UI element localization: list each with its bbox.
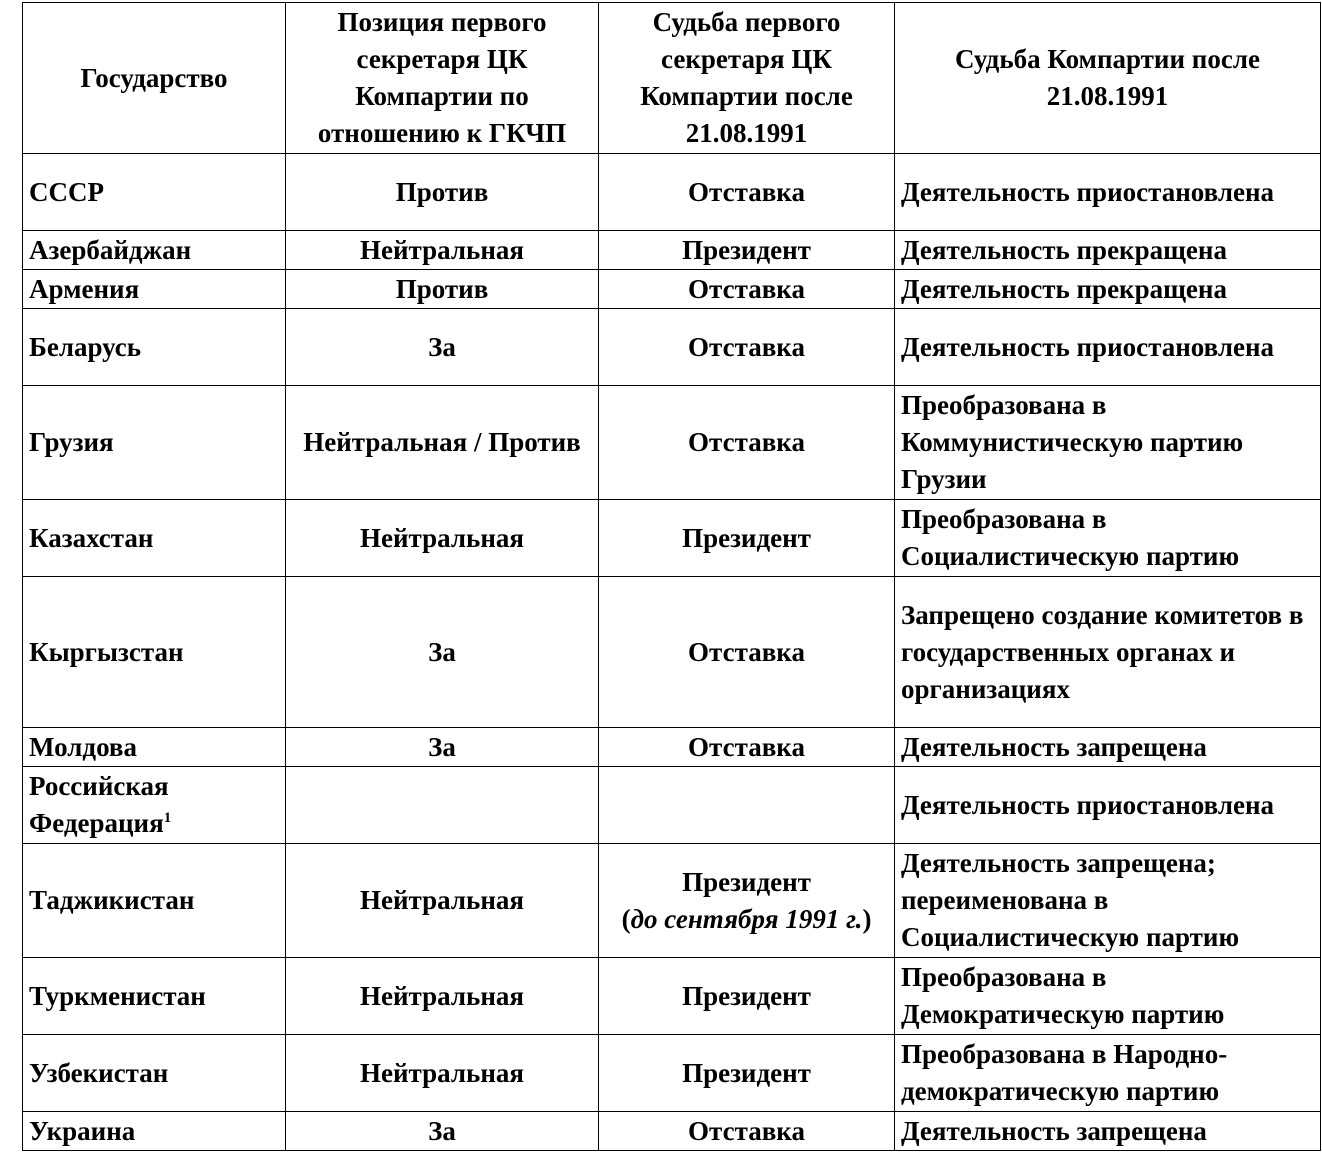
- position-cell: Нейтральная: [286, 844, 599, 958]
- party-fate-cell: Деятельность приостановлена: [895, 154, 1321, 231]
- secretary-fate-cell: Отставка: [599, 1112, 895, 1151]
- table-row: [23, 1035, 1321, 1112]
- party-fate-cell: Деятельность прекращена: [895, 231, 1321, 270]
- state-cell: Кыргызстан: [23, 577, 286, 728]
- note-open-paren: (: [621, 903, 631, 934]
- secretary-fate-cell: [599, 767, 895, 844]
- table-row: [23, 386, 1321, 500]
- position-cell: Нейтральная: [286, 1035, 599, 1112]
- position-cell: Нейтральная: [286, 231, 599, 270]
- table-header-row: [23, 3, 1321, 154]
- party-fate-cell: Преобразована в Народно-демократическую партию: [895, 1035, 1321, 1112]
- secretary-fate-cell: Отставка: [599, 386, 895, 500]
- secretary-fate-cell: Президент: [599, 231, 895, 270]
- note-close-paren: ): [862, 903, 872, 934]
- secretary-fate-note: до сентября 1991 г.: [630, 903, 863, 934]
- state-cell: Украина: [23, 1112, 286, 1151]
- table-row: [23, 1112, 1321, 1151]
- state-name: Российская Федерация: [29, 771, 169, 838]
- party-fate-cell: Преобразована в Демократическую партию: [895, 958, 1321, 1035]
- secretary-fate-cell: Отставка: [599, 154, 895, 231]
- table-row: [23, 309, 1321, 386]
- state-cell: СССР: [23, 154, 286, 231]
- state-cell: Таджикистан: [23, 844, 286, 958]
- party-fate-cell: Преобразована в Социалистическую партию: [895, 500, 1321, 577]
- party-fate-cell: Деятельность приостановлена: [895, 309, 1321, 386]
- table-row: [23, 844, 1321, 958]
- secretary-fate-cell: Президент: [599, 958, 895, 1035]
- table-row: [23, 500, 1321, 577]
- party-fate-cell: Деятельность приостановлена: [895, 767, 1321, 844]
- table-row: [23, 728, 1321, 767]
- position-cell: За: [286, 309, 599, 386]
- state-cell: [23, 767, 286, 844]
- state-cell: Узбекистан: [23, 1035, 286, 1112]
- footnote-marker: 1: [163, 810, 172, 826]
- table-row: [23, 154, 1321, 231]
- party-fate-cell: Деятельность запрещена: [895, 1112, 1321, 1151]
- position-cell: Против: [286, 270, 599, 309]
- party-fate-cell: Деятельность прекращена: [895, 270, 1321, 309]
- party-fate-cell: Запрещено создание комитетов в государственных органах и организациях: [895, 577, 1321, 728]
- secretary-fate-cell: Президент: [599, 500, 895, 577]
- party-fate-cell: Деятельность запрещена: [895, 728, 1321, 767]
- position-cell: За: [286, 728, 599, 767]
- party-fate-cell: Деятельность запрещена; переименована в Социалистическую партию: [895, 844, 1321, 958]
- state-cell: Туркменистан: [23, 958, 286, 1035]
- secretary-fate-cell: [599, 844, 895, 958]
- position-cell: [286, 767, 599, 844]
- secretary-fate-text: Президент: [682, 866, 811, 897]
- position-cell: Против: [286, 154, 599, 231]
- gkchp-table: [22, 2, 1321, 1151]
- position-cell: За: [286, 1112, 599, 1151]
- header-position: Позиция первого секретаря ЦК Компартии по отношению к ГКЧП: [286, 3, 599, 154]
- party-fate-cell: Преобразована в Коммунистическую партию Грузии: [895, 386, 1321, 500]
- state-cell: Молдова: [23, 728, 286, 767]
- table-row: [23, 958, 1321, 1035]
- state-cell: Казахстан: [23, 500, 286, 577]
- header-party-fate: Судьба Компартии после 21.08.1991: [895, 3, 1321, 154]
- table-row: [23, 270, 1321, 309]
- state-cell: Беларусь: [23, 309, 286, 386]
- position-cell: За: [286, 577, 599, 728]
- document-page: [22, 2, 1320, 1151]
- secretary-fate-cell: Отставка: [599, 728, 895, 767]
- header-state: Государство: [23, 3, 286, 154]
- table-row: [23, 231, 1321, 270]
- secretary-fate-cell: Отставка: [599, 577, 895, 728]
- state-cell: Грузия: [23, 386, 286, 500]
- secretary-fate-cell: Отставка: [599, 309, 895, 386]
- position-cell: Нейтральная / Против: [286, 386, 599, 500]
- secretary-fate-cell: Отставка: [599, 270, 895, 309]
- position-cell: Нейтральная: [286, 958, 599, 1035]
- table-row: [23, 577, 1321, 728]
- header-secretary-fate: Судьба первого секретаря ЦК Компартии после 21.08.1991: [599, 3, 895, 154]
- secretary-fate-cell: Президент: [599, 1035, 895, 1112]
- state-cell: Азербайджан: [23, 231, 286, 270]
- position-cell: Нейтральная: [286, 500, 599, 577]
- table-row: [23, 767, 1321, 844]
- state-cell: Армения: [23, 270, 286, 309]
